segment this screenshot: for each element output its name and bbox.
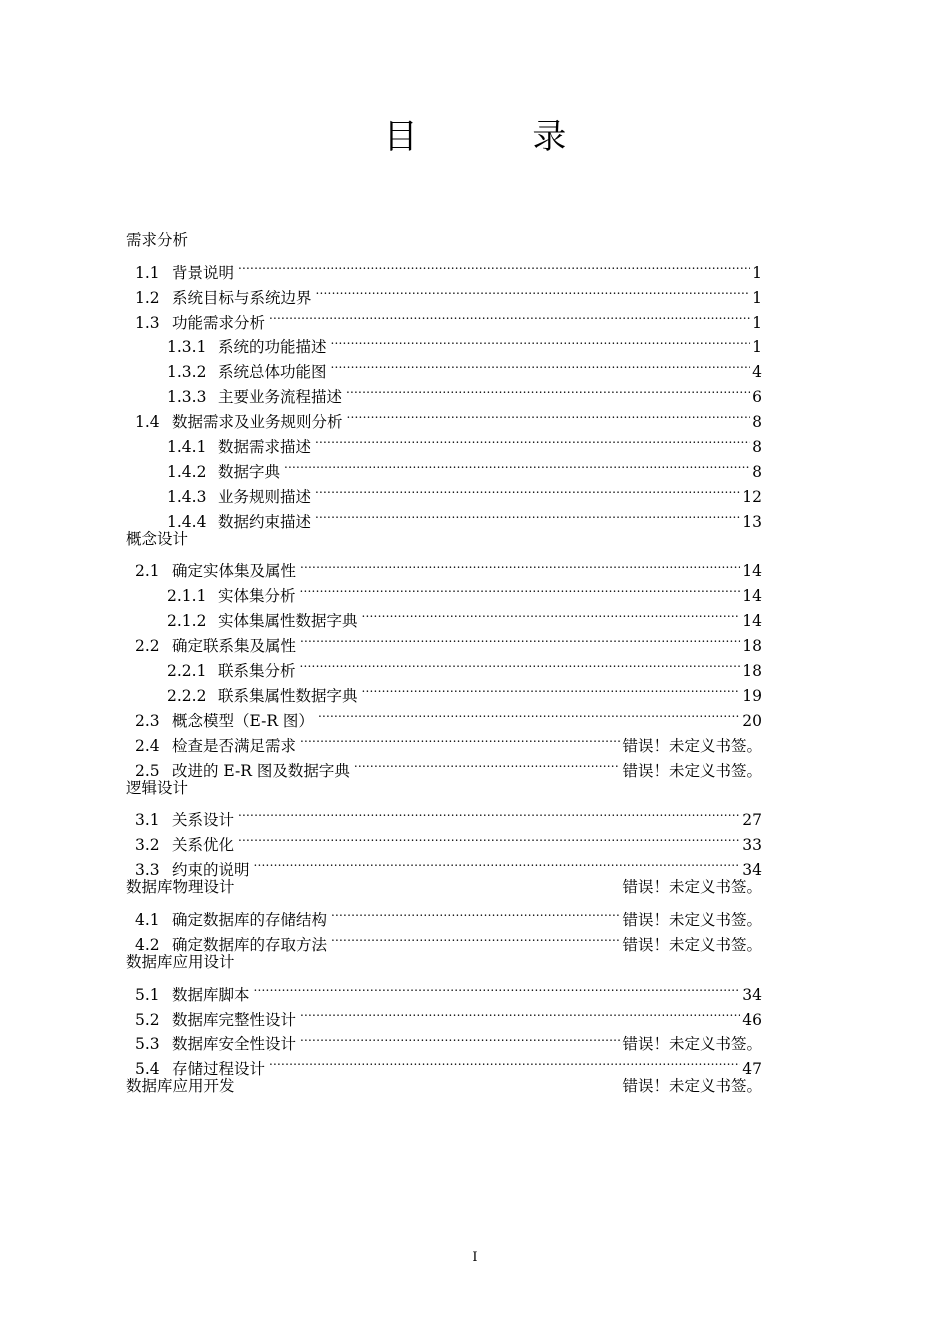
toc-entry-title: 联系集属性数据字典 <box>218 686 358 705</box>
toc-entry-number: 1.4.1 <box>167 438 207 457</box>
dot-leader <box>331 900 620 925</box>
toc-entry-number: 1.3.3 <box>167 388 207 407</box>
dot-leader <box>331 328 751 353</box>
toc-entry-page: 14 <box>742 587 762 606</box>
toc-entry-title: 改进的 E-R 图及数据字典 <box>172 761 350 780</box>
dot-leader <box>254 850 741 875</box>
toc-entry-page: 18 <box>742 637 762 656</box>
toc-entry-title: 需求分析 <box>126 231 189 249</box>
toc-entry-page: 错误！未定义书签。 <box>622 910 762 929</box>
toc-entry-title: 数据库安全性设计 <box>172 1035 297 1054</box>
toc-entry[interactable] <box>126 1074 762 1099</box>
toc-entry-title: 确定实体集及属性 <box>172 562 297 581</box>
dot-leader <box>300 626 740 651</box>
toc-entry[interactable] <box>126 552 762 581</box>
toc-entry-title: 确定数据库的存取方法 <box>172 935 328 954</box>
toc-entry-page: 47 <box>742 1060 762 1079</box>
toc-entry[interactable] <box>126 900 762 929</box>
dot-leader <box>254 975 741 1000</box>
toc-entry-number: 2.5 <box>135 761 160 780</box>
toc-entry-page: 1 <box>752 288 762 307</box>
page-title: 目 录 <box>383 117 619 157</box>
toc-entry-title: 数据约束描述 <box>218 512 312 531</box>
toc-entry-page: 18 <box>742 662 762 681</box>
toc-entry-page: 12 <box>742 487 762 506</box>
dot-leader <box>315 502 740 527</box>
dot-leader <box>347 402 751 427</box>
toc-entry-number: 2.2.1 <box>167 662 207 681</box>
toc-entry-page: 8 <box>752 413 762 432</box>
toc-entry-number: 5.3 <box>135 1035 160 1054</box>
toc-entry-title: 数据库应用设计 <box>126 952 235 971</box>
toc-entry-title: 联系集分析 <box>218 662 296 681</box>
toc-entry-title: 数据库完整性设计 <box>172 1010 297 1029</box>
toc-entry-title: 业务规则描述 <box>218 487 312 506</box>
toc-entry-number: 1.3.1 <box>167 338 207 357</box>
toc-entry-page: 4 <box>752 363 762 382</box>
toc-entry-page: 错误！未定义书签。 <box>622 761 762 780</box>
toc-entry-number: 5.4 <box>135 1060 160 1079</box>
toc-entry-page: 错误！未定义书签。 <box>622 878 762 897</box>
toc-entry-page: 错误！未定义书签。 <box>622 935 762 954</box>
toc-entry-number: 1.3 <box>135 313 160 332</box>
toc-entry-number: 1.4.2 <box>167 462 207 481</box>
dot-leader <box>269 303 750 328</box>
toc-entry-page: 1 <box>752 338 762 357</box>
toc-entry-number: 1.1 <box>135 263 160 282</box>
toc-entry-title: 概念设计 <box>126 529 189 548</box>
toc-entry-title: 逻辑设计 <box>126 778 189 797</box>
dot-leader <box>238 825 740 850</box>
dot-leader <box>315 427 750 452</box>
toc-entry-title: 数据需求描述 <box>218 438 312 457</box>
dot-leader <box>331 352 751 377</box>
toc-entry-number: 2.2.2 <box>167 686 207 705</box>
toc-entry-title: 关系设计 <box>172 811 235 830</box>
toc-entry-title: 数据需求及业务规则分析 <box>172 413 343 432</box>
dot-leader <box>300 552 740 577</box>
toc-entry-page: 33 <box>742 836 762 855</box>
toc-entry-title: 检查是否满足需求 <box>172 736 297 755</box>
dot-leader <box>300 1025 620 1050</box>
toc-entry-title: 数据库物理设计 <box>126 878 235 897</box>
toc-entry-number: 3.1 <box>135 811 160 830</box>
toc-entry-title: 数据字典 <box>218 462 281 481</box>
dot-leader <box>316 278 751 303</box>
toc-entry-title: 系统总体功能图 <box>218 363 327 382</box>
toc-entry-number: 4.2 <box>135 935 160 954</box>
dot-leader <box>318 701 740 726</box>
toc-entry-title: 概念模型（E-R 图） <box>172 711 314 730</box>
dot-leader <box>300 726 620 751</box>
toc-entry-title: 数据库应用开发 <box>126 1077 235 1096</box>
toc-entry-page: 27 <box>742 811 762 830</box>
toc-entry-number: 2.1 <box>135 562 160 581</box>
toc-entry-number: 1.4.3 <box>167 487 207 506</box>
toc-entry-title: 主要业务流程描述 <box>218 388 343 407</box>
toc-entry-page: 错误！未定义书签。 <box>622 1035 762 1054</box>
toc-entry-number: 4.1 <box>135 910 160 929</box>
dot-leader <box>269 1049 740 1074</box>
toc-entry-number: 1.4 <box>135 413 160 432</box>
toc-entry[interactable] <box>126 253 762 282</box>
toc-entry-page: 1 <box>752 313 762 332</box>
toc-entry[interactable] <box>126 228 762 253</box>
toc-entry-page: 14 <box>742 612 762 631</box>
toc-entry-number: 2.2 <box>135 637 160 656</box>
toc-entry-title: 系统的功能描述 <box>218 338 327 357</box>
toc-entry-page: 14 <box>742 562 762 581</box>
toc-entry-page: 错误！未定义书签。 <box>622 1077 762 1096</box>
toc-entry-title: 系统目标与系统边界 <box>172 288 312 307</box>
toc-entry-page: 1 <box>752 263 762 282</box>
toc-entry-number: 5.2 <box>135 1010 160 1029</box>
toc-entry-page: 34 <box>742 985 762 1004</box>
dot-leader <box>238 800 740 825</box>
toc-entry-number: 2.4 <box>135 736 160 755</box>
toc-entry-number: 5.1 <box>135 985 160 1004</box>
dot-leader <box>331 925 620 950</box>
toc-entry-number: 3.2 <box>135 836 160 855</box>
toc-entry[interactable] <box>126 800 762 830</box>
toc-entry-number: 3.3 <box>135 861 160 880</box>
toc-entry-number: 1.3.2 <box>167 363 207 382</box>
toc-entry-page: 19 <box>742 686 762 705</box>
toc-entry-number: 2.1.2 <box>167 612 207 631</box>
toc-entry-title: 确定数据库的存储结构 <box>172 910 328 929</box>
toc-entry-title: 实体集属性数据字典 <box>218 612 358 631</box>
toc-entry-title: 实体集分析 <box>218 587 296 606</box>
toc-entry-title: 功能需求分析 <box>172 313 266 332</box>
toc-entry-title: 存储过程设计 <box>172 1060 266 1079</box>
dot-leader <box>315 477 740 502</box>
dot-leader <box>362 676 741 701</box>
dot-leader <box>238 253 750 278</box>
toc-entry-title: 关系优化 <box>172 836 235 855</box>
toc-entry-page: 20 <box>742 711 762 730</box>
dot-leader <box>300 576 741 601</box>
toc-entry-number: 1.4.4 <box>167 512 207 531</box>
dot-leader <box>346 377 750 402</box>
toc-entry-title: 数据库脚本 <box>172 985 250 1004</box>
toc-entry[interactable] <box>126 875 762 900</box>
toc-entry-page: 13 <box>742 512 762 531</box>
page-number: I <box>472 1250 478 1265</box>
toc-entry-page: 8 <box>752 438 762 457</box>
toc-entry-page: 6 <box>752 388 762 407</box>
toc-entry-title: 背景说明 <box>172 263 235 282</box>
toc-entry-number: 1.2 <box>135 288 160 307</box>
toc-entry-page: 8 <box>752 462 762 481</box>
toc-entry-page: 错误！未定义书签。 <box>622 736 762 755</box>
dot-leader <box>284 452 750 477</box>
toc-entry-page: 46 <box>742 1010 762 1029</box>
toc-entry-title: 约束的说明 <box>172 861 250 880</box>
dot-leader <box>354 751 621 776</box>
toc-entry-number: 2.3 <box>135 711 160 730</box>
dot-leader <box>300 651 741 676</box>
dot-leader <box>362 601 741 626</box>
table-of-contents <box>126 228 762 1099</box>
toc-entry-number: 2.1.1 <box>167 587 207 606</box>
dot-leader <box>300 1000 740 1025</box>
toc-entry-page: 34 <box>742 861 762 880</box>
toc-entry[interactable] <box>126 975 762 1004</box>
toc-entry-title: 确定联系集及属性 <box>172 637 297 656</box>
